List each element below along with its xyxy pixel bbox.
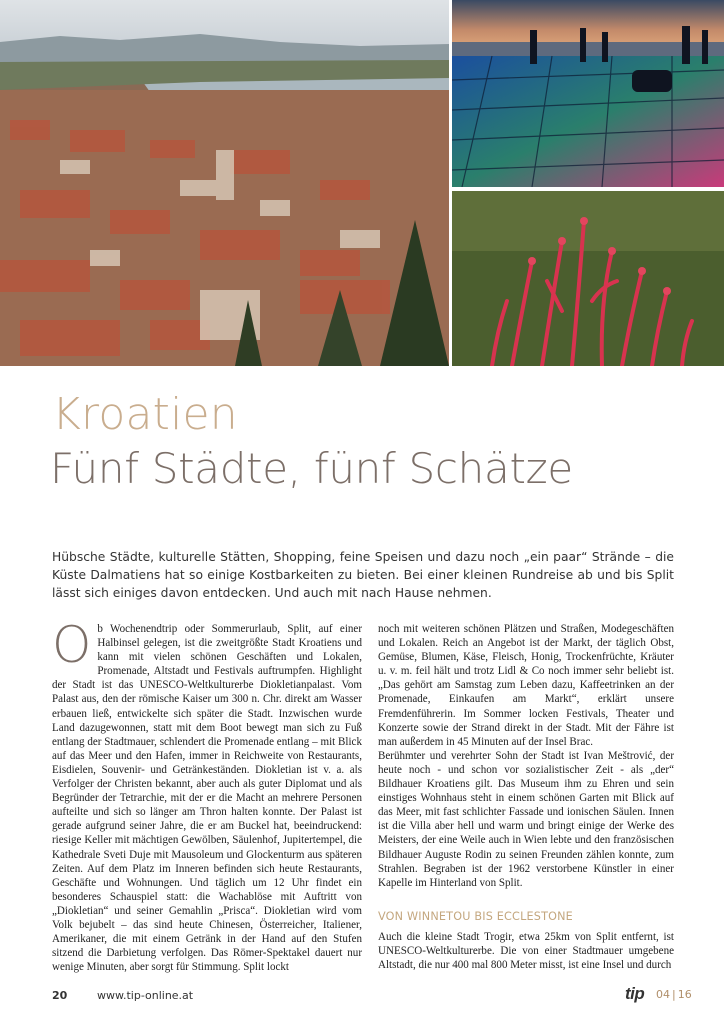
article-paragraph: Auch die kleine Stadt Trogir, etwa 25km von Split entfernt, ist UNESCO-Weltkulturerbe. Die von einer Stadtmauer umgebene Altstadt, die nur 400 mal 800 Meter misst, ist eine Insel und durch	[378, 930, 674, 972]
brand-logo: tip	[625, 984, 645, 1003]
section-subhead: VON WINNETOU BIS ECCLESTONE	[378, 909, 573, 923]
page-number: 20	[52, 989, 68, 1002]
footer-url: www.tip-online.at	[97, 989, 194, 1002]
article-column-right	[378, 622, 674, 972]
issue-separator: |	[672, 988, 676, 1001]
article-paragraph: noch mit weiteren schönen Plätzen und Straßen, Modegeschäften und Lokalen. Reich an Angebot ist der Markt, der täglich Obst, Gemüse, Blumen, Käse, Fleisch, Honig, Trockenfrüchte, Kräuter u. v. m. feil hält und trotz Lidl & Co noch immer sehr beliebt ist. „Das gehört am Samstag zum Leben dazu, Kaffeetrinken an der Promenade, Einkaufen am Markt“, erklärt unsere Fremdenführerin. Im Sommer locken Festivals, Theater und Konzerte sowie der Strand direkt in der Stadt. Mit der Fähre ist man außerdem in 45 Minuten auf der Insel Brac.	[378, 623, 674, 748]
paragraph-text: b Wochenendtrip oder Sommerurlaub, Split, auf einer Halbinsel gelegen, ist die zweitgrößte Stadt Kroatiens und kann mit vielen schönen Geschäften und Lokalen, Promenade, Altstadt und Festivals auftrumpfen. Highlight der Stadt ist das UNESCO-Weltkulturerbe Diokletianpalast. Vom Palast aus, den der römische Kaiser um 300 n. Chr. direkt am Wasser erbauen ließ, entwickelte sich später die Stadt. Inzwischen wurde Land dazugewonnen, statt mit dem Boot bewegt man sich zu Fuß entlang der Stadtmauer, schlendert die Promenade entlang – mit Blick auf das Meer und den Hafen, immer in Reichweite von Restaurants, Eisdielen, Souvenir- und Getränkeständen. Diokletian ist v. a. als Verfolger der Christen bekannt, aber auch als guter Diplomat und als Begründer der Tetrarchie, mit der er die Macht an mehrere Personen aufteilte und sich so länger am Thron halten konnte. Der Palast ist gerade aufgrund seiner Jahre, die er am Buckel hat, beeindruckend: riesige Keller mit mächtigen Gewölben, Säulenhof, Jupitertempel, die Kathedrale Sveti Duje mit Mausoleum und Glockenturm aus späteren Zeiten. Auf dem Platz im Inneren befinden sich heute Restaurants, Geschäfte und Wohnungen. Und täglich um 12 Uhr findet ein besonderes Schauspiel statt: die Wachablöse mit Auftritt von „Diokletian“ und seiner Gemahlin „Prisca“. Diokletian wird vom Volk bejubelt – das sind heute Chinesen, Österreicher, Italiener, Amerikaner, die mit einem Getränk in der Hand auf den Stufen sitzend die Darbietung verfolgen. Das Römer-Spektakel dauert nur wenige Minuten, aber sorgt für Stimmung. Split lockt	[52, 623, 362, 974]
article-headline: Fünf Städte, fünf Schätze	[50, 444, 573, 493]
sea-organ-lights-photo	[452, 0, 724, 187]
article-kicker: Kroatien	[52, 389, 238, 440]
article-column-left	[52, 616, 362, 974]
issue-year: 16	[677, 988, 692, 1001]
article-paragraph: Berühmter und verehrter Sohn der Stadt ist Ivan Meštrović, der heute noch - und schon vor sozialistischer Zeit - als „der“ Bildhauer Kroatiens gilt. Das Museum ihm zu Ehren und sein einstiges Wohnhaus steht in einem schönen Garten mit Blick auf das Meer, mit fast schlichter Fassade und ionischen Säulen. Innen ist die Villa aber hell und warm und bringt einige der Werke des Meisters, der eine Weile auch in Wien lebte und den französischen Bildhauer Auguste Rodin zu seinen Freunden zählen konnte, zum Strahlen. Begraben ist der 1962 verstorbene Künstler in einer Kapelle im Hinterland von Split.	[378, 749, 674, 889]
article-lead: Hübsche Städte, kulturelle Stätten, Shopping, feine Speisen und dazu noch „ein paar“ Strände – die Küste Dalmatiens hat so einige Kostbarkeiten zu bieten. Bei einer kleinen Rundreise ab und bis Split lässt sich einiges davon entdecken. Und auch mit nach Hause nehmen.	[52, 550, 674, 600]
issue-month: 04	[656, 988, 670, 1001]
aerial-city-photo	[0, 0, 449, 366]
issue-number	[656, 988, 692, 1001]
article-paragraph	[52, 616, 362, 974]
drop-cap: O	[52, 616, 92, 674]
red-plant-photo	[452, 191, 724, 366]
